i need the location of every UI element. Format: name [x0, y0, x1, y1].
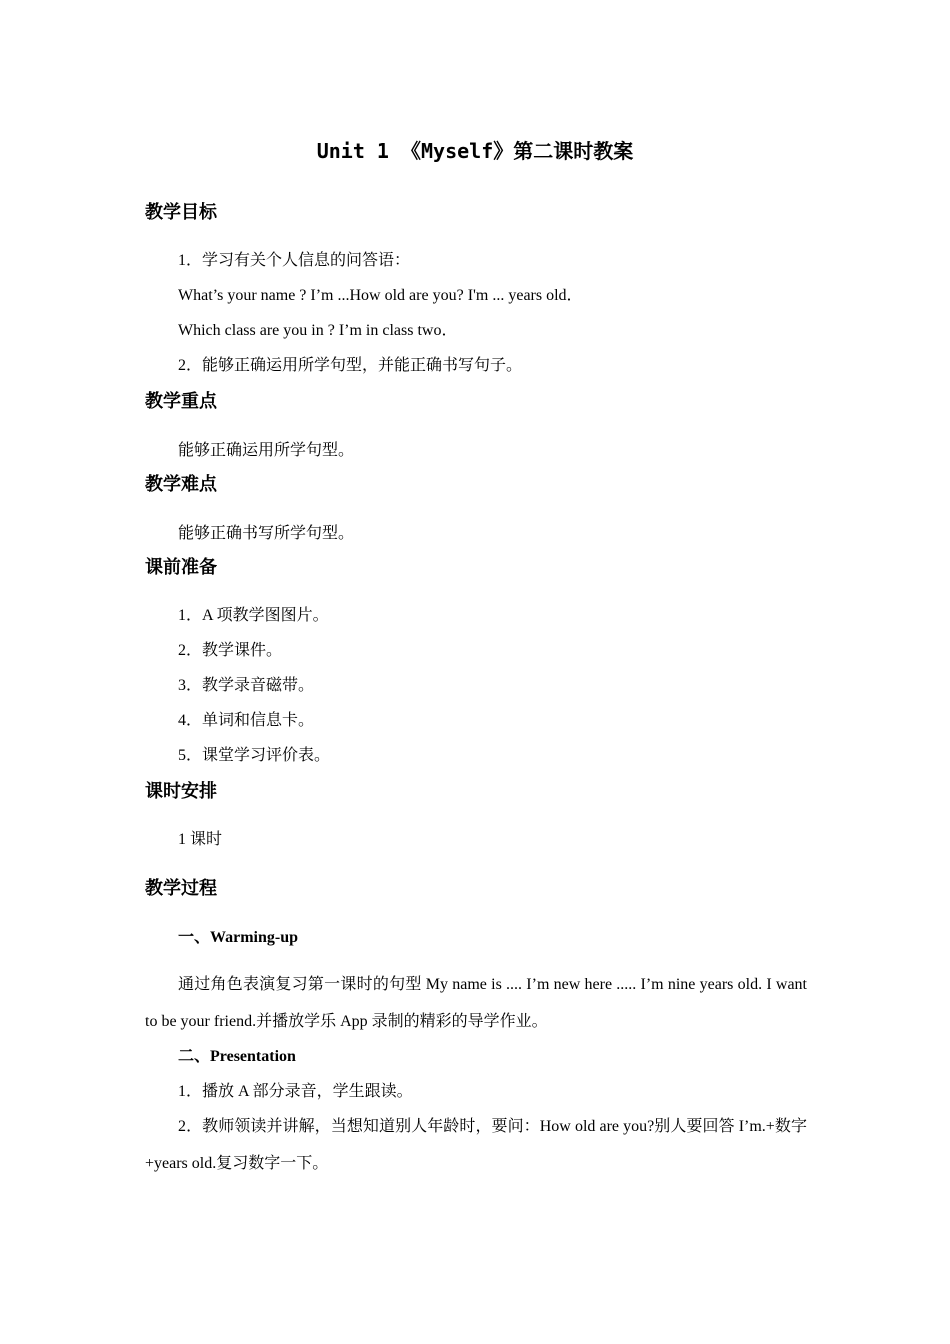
warmup-title: 一、Warming-up: [178, 929, 299, 946]
schedule-text: 1 课时: [178, 831, 223, 848]
presentation-item-1: 1．播放 A 部分录音，学生跟读。: [178, 1083, 413, 1100]
heading-preparation: 课前准备: [145, 557, 217, 578]
heading-process: 教学过程: [145, 878, 217, 899]
document-title: Unit 1 《Myself》第二课时教案: [316, 139, 634, 163]
heading-schedule: 课时安排: [145, 781, 217, 802]
objective-item-3: Which class are you in ? I’m in class two．: [178, 322, 458, 339]
heading-objectives: 教学目标: [145, 202, 217, 223]
preparation-item-5: 5．课堂学习评价表。: [178, 747, 331, 764]
warmup-text: 通过角色表演复习第一课时的句型 My name is .... I’m new here ..... I’m nine years old. I want to be your friend.并播放学乐 App 录制的精彩的导学作业。: [145, 976, 807, 1030]
objective-item-1: 1．学习有关个人信息的问答语：: [178, 252, 411, 269]
preparation-item-2: 2．教学课件。: [178, 642, 283, 659]
key-points-text: 能够正确运用所学句型。: [178, 442, 355, 459]
objective-item-4: 2．能够正确运用所学句型，并能正确书写句子。: [178, 357, 523, 374]
preparation-item-4: 4．单词和信息卡。: [178, 712, 315, 729]
objective-item-2: What’s your name ? I’m ...How old are you? I'm ... years old．: [178, 287, 583, 304]
difficulties-text: 能够正确书写所学句型。: [178, 525, 355, 542]
heading-difficulties: 教学难点: [145, 474, 217, 495]
presentation-item-2: 2．教师领读并讲解，当想知道别人年龄时，要问：How old are you?别人要回答 I’m.+数字+years old.复习数字一下。: [145, 1118, 807, 1172]
preparation-item-3: 3．教学录音磁带。: [178, 677, 315, 694]
preparation-item-1: 1．A 项教学图图片。: [178, 607, 329, 624]
presentation-title: 二、Presentation: [178, 1048, 296, 1065]
heading-key-points: 教学重点: [145, 391, 217, 412]
